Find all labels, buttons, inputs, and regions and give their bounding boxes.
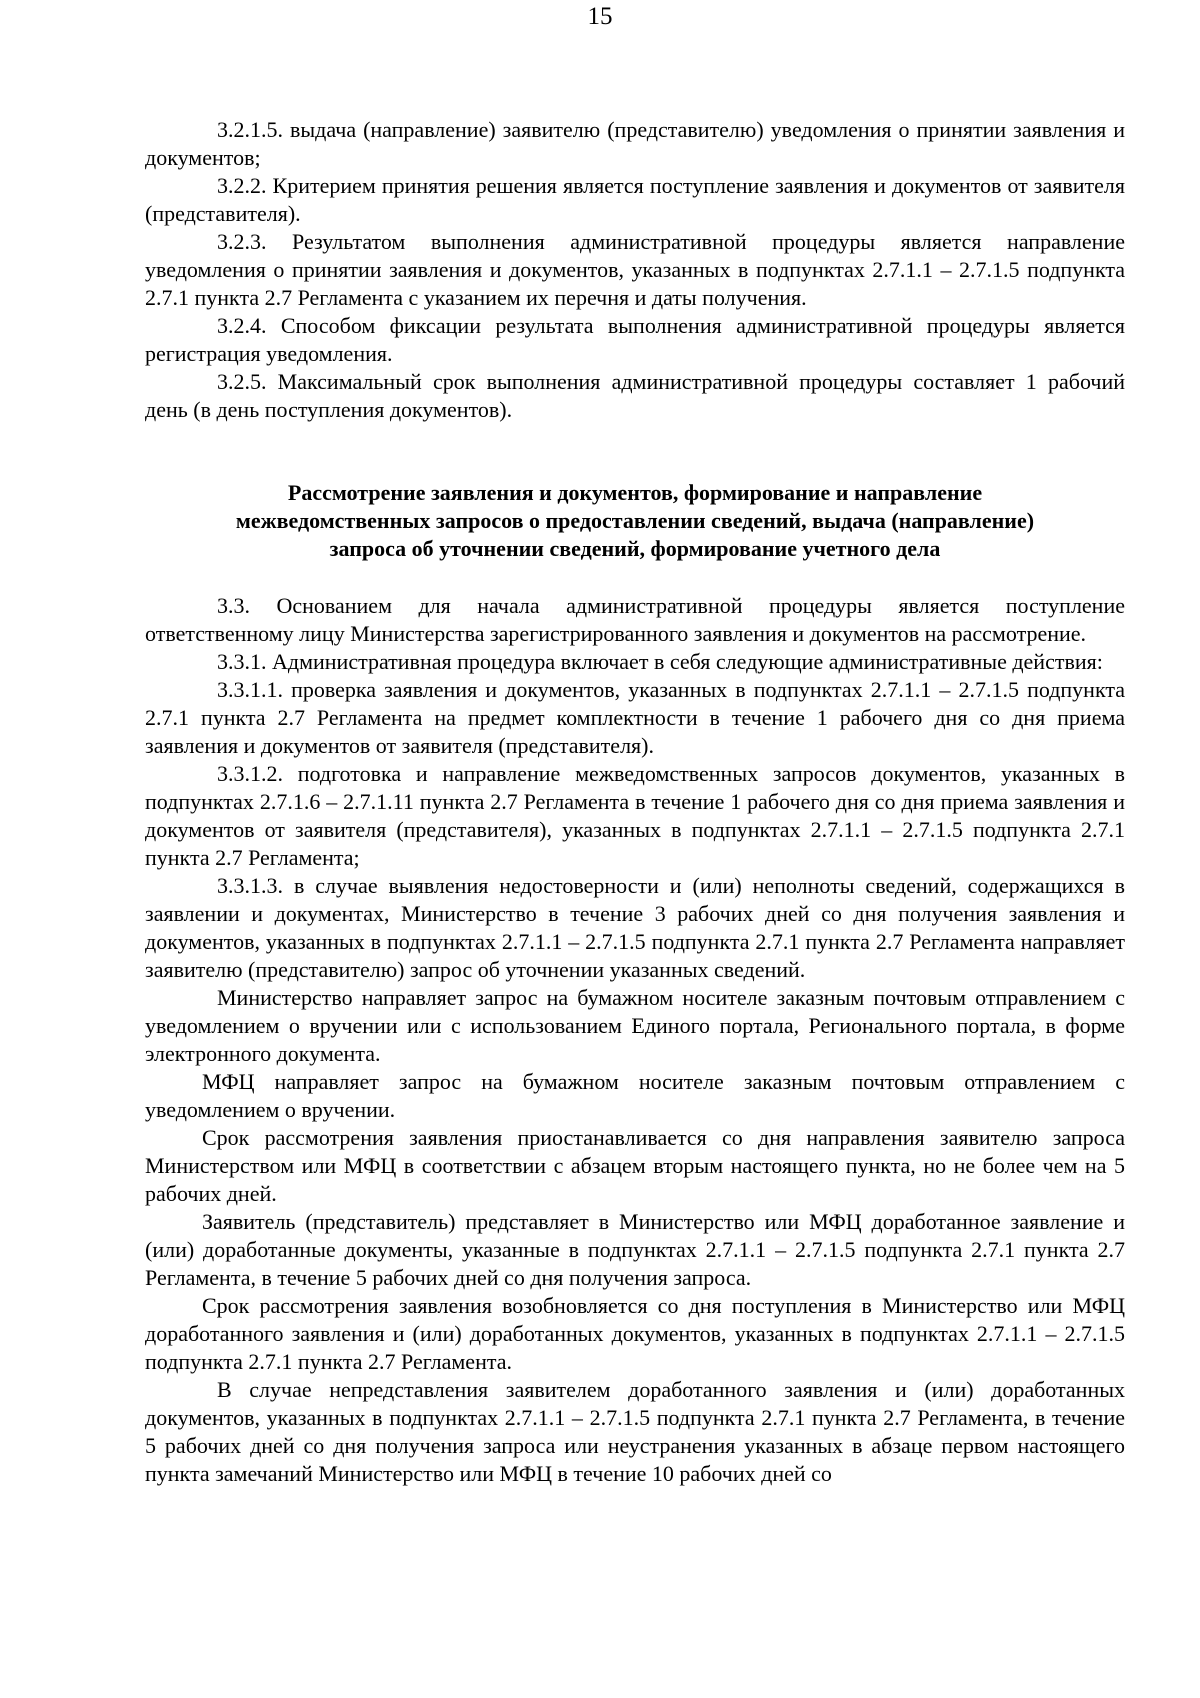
paragraph-suspension: Срок рассмотрения заявления приостанавливается со дня направления заявителю запроса Министерством или МФЦ в соответствии с абзацем вторым настоящего пункта, но не более чем на 5 рабочих дней. (145, 1125, 1125, 1206)
paragraph-non-submission: В случае непредставления заявителем доработанного заявления и (или) доработанных документов, указанных в подпунктах 2.7.1.1 – 2.7.1.5 подпункта 2.7.1 пункта 2.7 Регламента, в течение 5 рабочих дней со дня получения запроса или неустранения указанных в абзаце первом настоящего пункта замечаний Министерство или МФЦ в течение 10 рабочих дней со (145, 1377, 1125, 1486)
paragraph-3-3-1: 3.3.1. Административная процедура включает в себя следующие административные действия: (217, 649, 1103, 674)
paragraph-3-2-1-5: 3.2.1.5. выдача (направление) заявителю (представителю) уведомления о принятии заявления и документов; (145, 117, 1125, 170)
paragraph-mfc-request: МФЦ направляет запрос на бумажном носителе заказным почтовым отправлением с уведомлением о вручении. (145, 1069, 1125, 1122)
section-heading (145, 479, 1125, 563)
paragraph-applicant-submission: Заявитель (представитель) представляет в Министерство или МФЦ доработанное заявление и (или) доработанные документы, указанные в подпунктах 2.7.1.1 – 2.7.1.5 подпункта 2.7.1 пункта 2.7 Регламента, в течение 5 рабочих дней со дня получения запроса. (145, 1209, 1125, 1290)
paragraph-3-3: 3.3. Основанием для начала административной процедуры является поступление ответственному лицу Министерства зарегистрированного заявления и документов на рассмотрение. (145, 593, 1125, 646)
page-number: 15 (587, 3, 613, 30)
paragraph-3-2-5: 3.2.5. Максимальный срок выполнения административной процедуры составляет 1 рабочий день (в день поступления документов). (145, 369, 1125, 422)
paragraph-3-2-4: 3.2.4. Способом фиксации результата выполнения административной процедуры является регистрация уведомления. (145, 313, 1125, 366)
section-3-2-body (145, 116, 1125, 424)
paragraph-3-3-1-1: 3.3.1.1. проверка заявления и документов, указанных в подпунктах 2.7.1.1 – 2.7.1.5 подпункта 2.7.1 пункта 2.7 Регламента на предмет комплектности в течение 1 рабочего дня со дня приема заявления и документов от заявителя (представителя). (145, 677, 1125, 758)
paragraph-3-2-3: 3.2.3. Результатом выполнения административной процедуры является направление уведомления о принятии заявления и документов, указанных в подпунктах 2.7.1.1 – 2.7.1.5 подпункта 2.7.1 пункта 2.7 Регламента с указанием их перечня и даты получения. (145, 229, 1125, 310)
section-3-3-body (145, 592, 1125, 1488)
paragraph-3-3-1-3: 3.3.1.3. в случае выявления недостоверности и (или) неполноты сведений, содержащихся в заявлении и документах, Министерство в течение 3 рабочих дней со дня получения заявления и документов, указанных в подпунктах 2.7.1.1 – 2.7.1.5 подпункта 2.7.1 пункта 2.7 Регламента направляет заявителю (представителю) запрос об уточнении указанных сведений. (145, 873, 1125, 982)
heading-line-2: межведомственных запросов о предоставлении сведений, выдача (направление) (235, 508, 1035, 533)
paragraph-3-2-2: 3.2.2. Критерием принятия решения является поступление заявления и документов от заявителя (представителя). (145, 173, 1125, 226)
paragraph-ministry-request: Министерство направляет запрос на бумажном носителе заказным почтовым отправлением с уведомлением о вручении или с использованием Единого портала, Регионального портала, в форме электронного документа. (145, 985, 1125, 1066)
paragraph-3-3-1-2: 3.3.1.2. подготовка и направление межведомственных запросов документов, указанных в подпунктах 2.7.1.6 – 2.7.1.11 пункта 2.7 Регламента в течение 1 рабочего дня со дня приема заявления и документов от заявителя (представителя), указанных в подпунктах 2.7.1.1 – 2.7.1.5 подпункта 2.7.1 пункта 2.7 Регламента; (145, 761, 1125, 870)
heading-line-3: запроса об уточнении сведений, формирование учетного дела (329, 536, 941, 561)
heading-line-1: Рассмотрение заявления и документов, формирование и направление (287, 480, 983, 505)
paragraph-resumption: Срок рассмотрения заявления возобновляется со дня поступления в Министерство или МФЦ доработанного заявления и (или) доработанных документов, указанных в подпунктах 2.7.1.1 – 2.7.1.5 подпункта 2.7.1 пункта 2.7 Регламента. (145, 1293, 1125, 1374)
